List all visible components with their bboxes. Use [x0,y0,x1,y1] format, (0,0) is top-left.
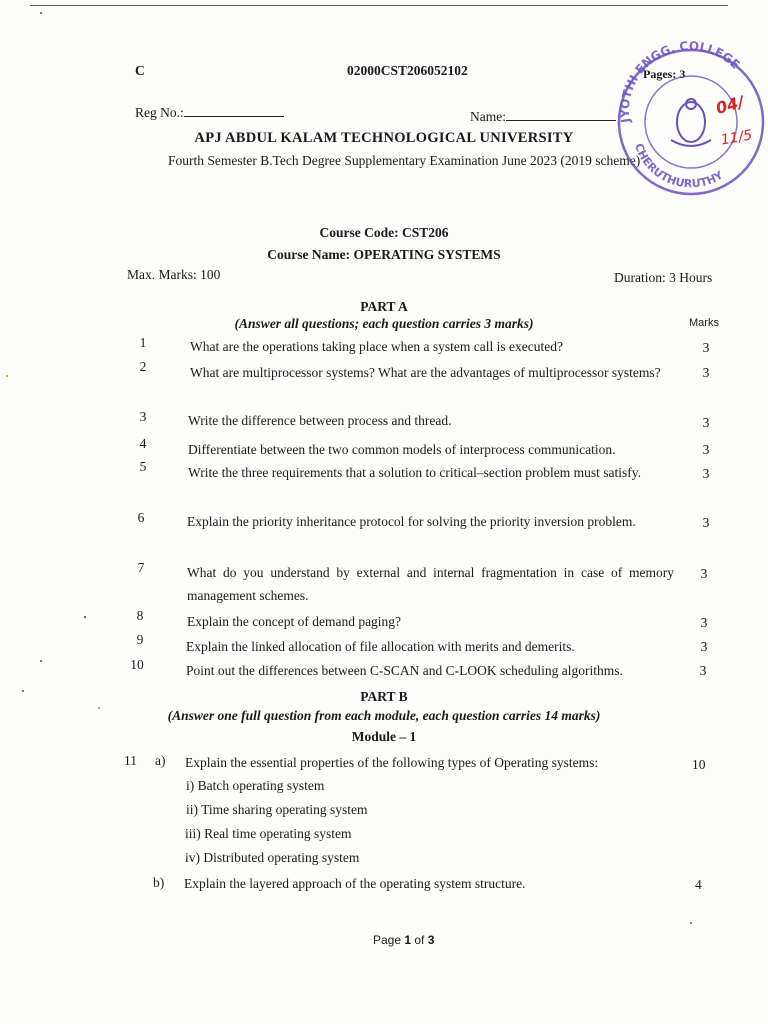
page-total: 3 [427,933,435,947]
pages-count: Pages: 3 [643,67,686,81]
scan-speck [690,922,692,924]
question-marks: 3 [702,515,710,530]
page-footer [373,933,434,947]
question-number: 8 [136,608,144,623]
question-marks: 3 [702,442,710,457]
part-b-instruction: (Answer one full question from each module, each question carries 14 marks) [167,708,601,723]
question-number: 3 [139,409,147,424]
question-marks: 3 [702,415,710,430]
subquestion-label-b: b) [153,875,165,890]
question-text: Write the three requirements that a solution to critical–section problem must satisfy. [188,465,641,480]
subquestion-label-a: a) [155,753,166,768]
scan-speck [6,375,8,377]
page-number: 1 [404,933,412,947]
question-number: 2 [139,359,147,374]
subquestion-marks-a: 10 [692,757,706,772]
svg-text:11/5: 11/5 [719,127,754,149]
question-number: 5 [139,459,147,474]
part-a-title: PART A [360,299,408,314]
subquestion-text-b: Explain the layered approach of the operating system structure. [184,876,526,891]
stamp-handwritten-date: 04/ [713,92,746,118]
course-code: Course Code: CST206 [319,225,449,240]
paper-code: 02000CST206052102 [347,63,468,78]
question-marks: 3 [702,466,710,481]
set-letter: C [135,63,145,78]
question-marks: 3 [702,340,710,355]
question-marks: 3 [700,639,708,654]
question-number: 10 [130,657,144,672]
question-text: Explain the priority inheritance protocol for solving the priority inversion problem. [187,514,636,529]
question-text: Write the difference between process and thread. [188,413,452,428]
question-number: 6 [137,510,145,525]
question-marks: 3 [702,365,710,380]
top-border-line [30,5,728,6]
question-number: 1 [139,335,147,350]
question-text: What do you understand by external and internal fragmentation in case of memory management schemes. [187,565,674,603]
max-marks: Max. Marks: 100 [127,267,221,282]
marks-column-header: Marks [689,317,719,329]
subitem: iv) Distributed operating system [185,850,360,865]
scan-speck [40,660,42,662]
question-number: 9 [136,632,144,647]
course-name: Course Name: OPERATING SYSTEMS [267,247,501,262]
scan-speck [22,690,24,692]
page-of: of [411,933,428,947]
part-a-instruction: (Answer all questions; each question carries 3 marks) [234,316,534,331]
question-text: Explain the linked allocation of file allocation with merits and demerits. [186,639,575,654]
question-text: What are multiprocessor systems? What are the advantages of multiprocessor systems? [190,365,661,380]
college-seal-stamp [605,40,768,200]
subitem: i) Batch operating system [186,778,325,793]
question-marks: 3 [699,663,707,678]
reg-no-label: Reg No.: [135,104,284,121]
question-text: Differentiate between the two common models of interprocess communication. [188,442,616,457]
subquestion-text-a: Explain the essential properties of the following types of Operating systems: [185,755,599,770]
subitem: ii) Time sharing operating system [186,802,368,817]
page-prefix: Page [373,933,405,947]
scan-speck [98,707,100,709]
duration: Duration: 3 Hours [614,270,713,285]
question-number: 11 [124,753,137,768]
question-number: 7 [137,560,145,575]
name-label: Name: [470,108,616,125]
stamp-bottom-text: CHERUTHURUTHY [632,141,726,191]
question-marks: 3 [700,566,708,581]
subitem: iii) Real time operating system [185,826,352,841]
question-text: What are the operations taking place when a system call is executed? [190,339,563,354]
question-text: Explain the concept of demand paging? [187,614,402,629]
scan-speck [40,12,42,14]
question-text: Point out the differences between C-SCAN and C-LOOK scheduling algorithms. [186,663,623,678]
part-b-title: PART B [360,689,408,704]
university-title: APJ ABDUL KALAM TECHNOLOGICAL UNIVERSITY [194,130,574,146]
subquestion-marks-b: 4 [695,877,702,892]
module-heading: Module – 1 [351,729,417,744]
stamp-emblem [671,99,711,146]
question-number: 4 [139,436,147,451]
exam-title: Fourth Semester B.Tech Degree Supplementary Examination June 2023 (2019 scheme) [168,153,641,168]
stamp-top-text: JYOTHI ENGG. COLLEGE [617,40,743,124]
scan-speck [84,616,86,618]
question-marks: 3 [700,615,708,630]
